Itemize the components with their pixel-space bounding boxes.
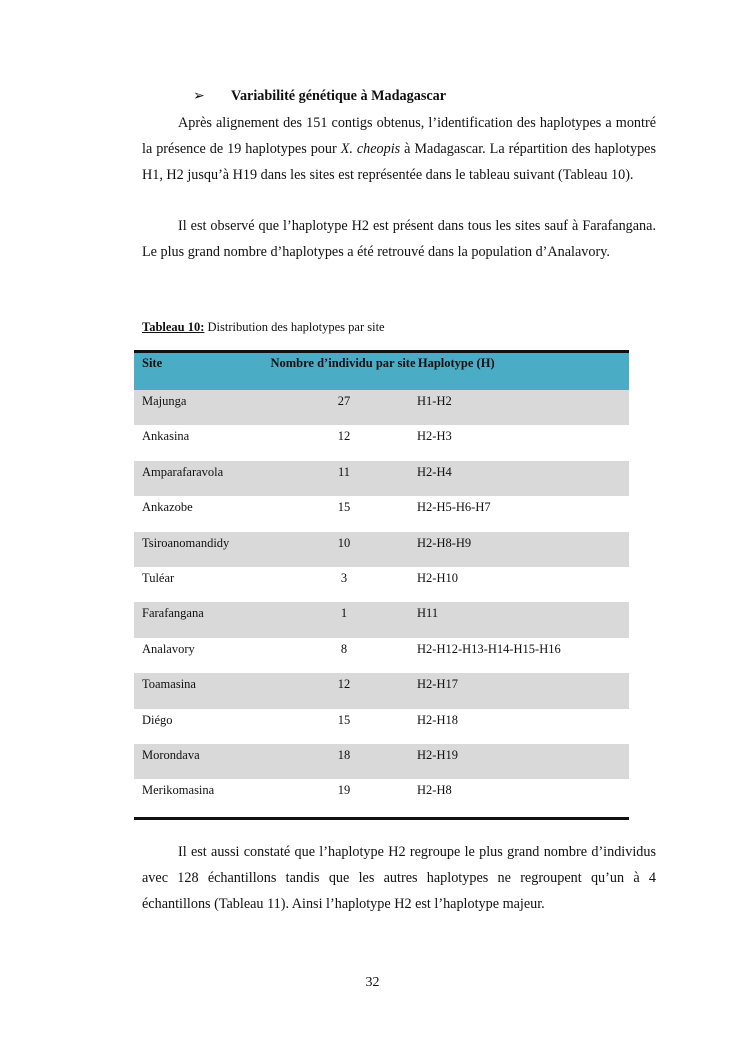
cell-count: 27 <box>337 394 351 408</box>
table-row <box>134 779 629 814</box>
cell-haplotype: H2-H12-H13-H14-H15-H16 <box>417 641 561 656</box>
cell-haplotype: H2-H8-H9 <box>417 535 472 550</box>
table-caption <box>142 320 385 335</box>
cell-site: Amparafaravola <box>142 464 224 479</box>
table-row <box>134 567 629 602</box>
arrow-bullet-icon: ➢ <box>193 89 205 104</box>
table-bottom-rule <box>134 817 629 820</box>
cell-haplotype: H11 <box>417 606 439 621</box>
cell-count: 11 <box>337 464 351 479</box>
cell-site: Farafangana <box>142 606 204 621</box>
cell-count: 18 <box>337 747 351 762</box>
paragraph-2 <box>142 214 656 266</box>
cell-site: Ankazobe <box>142 500 193 515</box>
cell-haplotype: H2-H3 <box>417 429 452 444</box>
cell-count: 8 <box>340 641 348 656</box>
cell-haplotype: H2-H17 <box>417 677 458 692</box>
cell-haplotype: H2-H4 <box>417 464 452 479</box>
cell-site: Analavory <box>142 641 195 656</box>
cell-count: 12 <box>337 429 351 444</box>
species-name: X. cheopis <box>340 140 401 157</box>
cell-site: Diégo <box>142 712 173 727</box>
cell-count: 15 <box>337 500 351 515</box>
haplotype-table <box>134 350 629 820</box>
table-caption-label: Tableau 10: <box>142 320 205 334</box>
cell-count: 3 <box>340 570 348 585</box>
cell-site: Morondava <box>142 747 200 762</box>
paragraph-1-text-b: à Madagascar. La répartition des haplotypes H1, H2 jusqu’à H19 dans les sites est représentée dans le tableau suivant (Tableau 10). <box>142 140 656 183</box>
paragraph-3-text: Il est aussi constaté que l’haplotype H2 regroupe le plus grand nombre d’individus avec 128 échantillons tandis que les autres haplotypes ne regroupent qu’un à 4 échantillons (Tableau 11). Ainsi l’haplotype H2 est l’haplotype majeur. <box>142 844 656 912</box>
cell-site: Tuléar <box>142 570 175 585</box>
table-row <box>134 602 629 637</box>
cell-site: Tsiroanomandidy <box>142 535 230 550</box>
table-row <box>134 673 629 708</box>
cell-count: 10 <box>337 535 351 550</box>
cell-haplotype: H2-H8 <box>417 783 452 798</box>
paragraph-1 <box>142 111 656 188</box>
paragraph-3 <box>142 840 656 917</box>
table-row <box>134 638 629 673</box>
table-body <box>134 390 629 815</box>
header-count: Nombre d’individu par site <box>270 356 416 370</box>
cell-haplotype: H2-H19 <box>417 747 458 762</box>
cell-count: 15 <box>337 712 351 727</box>
table-row <box>134 709 629 744</box>
cell-haplotype: H2-H5-H6-H7 <box>417 500 491 515</box>
table-row <box>134 532 629 567</box>
header-site: Site <box>142 356 163 370</box>
table-caption-text: Distribution des haplotypes par site <box>204 320 385 334</box>
table-header-row <box>134 353 629 390</box>
cell-site: Toamasina <box>142 677 196 692</box>
section-heading <box>193 88 446 105</box>
table-row <box>134 390 629 425</box>
cell-site: Ankasina <box>142 429 190 444</box>
cell-count: 12 <box>337 677 351 692</box>
cell-count: 19 <box>337 783 351 798</box>
table-row <box>134 425 629 460</box>
table-row <box>134 744 629 779</box>
cell-haplotype: H2-H18 <box>417 712 458 727</box>
header-haplotype: Haplotype (H) <box>417 356 495 370</box>
table-row <box>134 461 629 496</box>
paragraph-2-text: Il est observé que l’haplotype H2 est présent dans tous les sites sauf à Farafangana. Le plus grand nombre d’haplotypes a été retrouvé dans la population d’Analavory. <box>142 218 656 260</box>
page-number: 32 <box>365 975 380 990</box>
paragraph-1-text-a: Après alignement des 151 contigs obtenus, l’identification des haplotypes a montré la présence de 19 haplotypes pour <box>142 115 656 157</box>
cell-haplotype: H1-H2 <box>417 394 452 408</box>
cell-count: 1 <box>340 606 348 621</box>
cell-site: Merikomasina <box>142 783 215 798</box>
table-row <box>134 496 629 531</box>
section-title: Variabilité génétique à Madagascar <box>231 88 447 104</box>
cell-haplotype: H2-H10 <box>417 570 458 585</box>
cell-site: Majunga <box>142 394 187 408</box>
